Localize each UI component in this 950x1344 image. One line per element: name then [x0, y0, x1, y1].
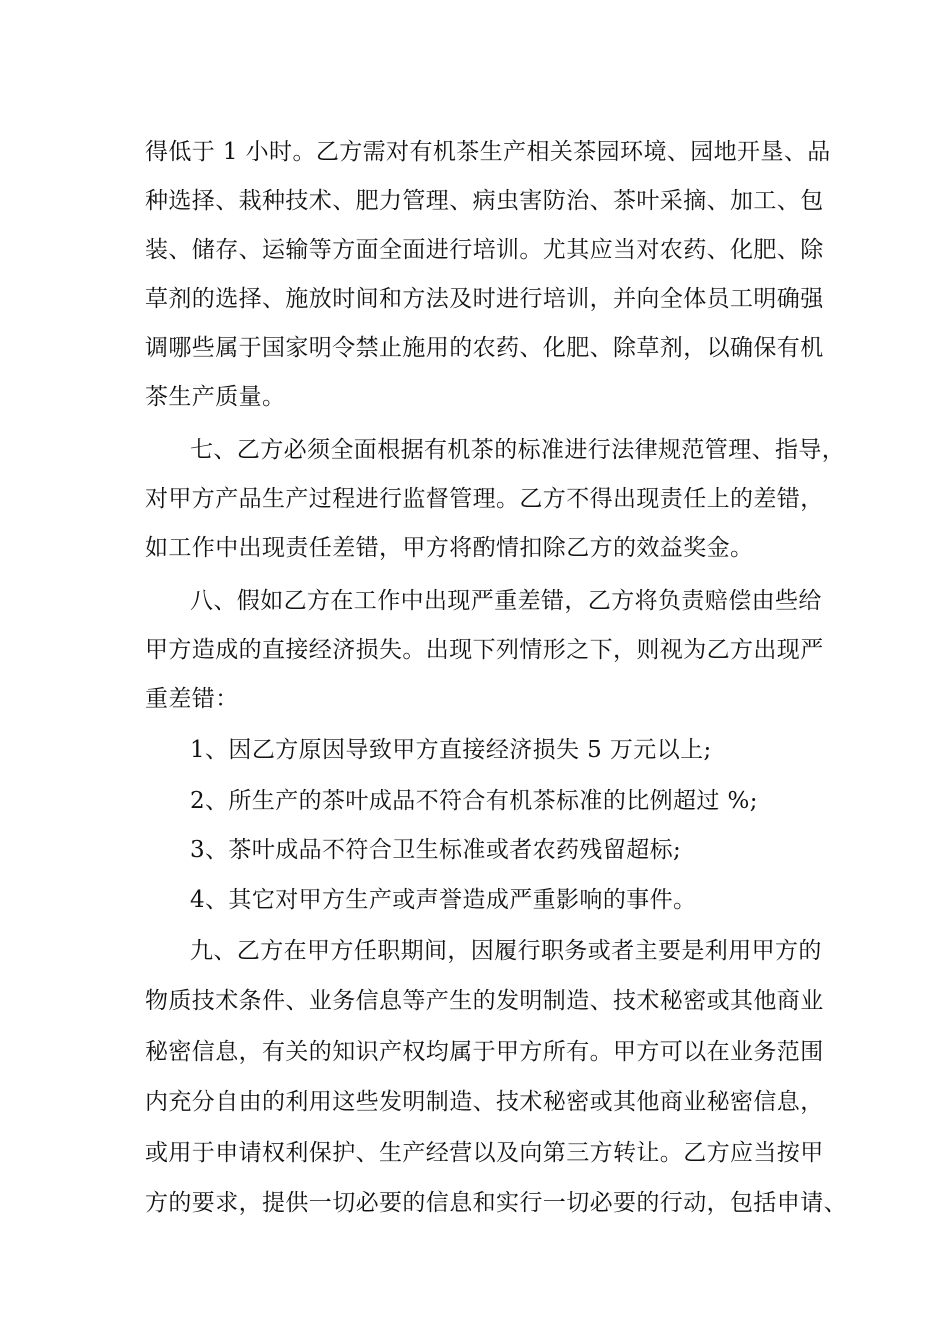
text-line: 如工作中出现责任差错，甲方将酌情扣除乙方的效益奖金。	[145, 535, 754, 561]
text-line: 内充分自由的利用这些发明制造、技术秘密或其他商业秘密信息，	[145, 1089, 824, 1115]
list-item-1: 1、因乙方原因导致甲方直接经济损失 5 万元以上;	[190, 737, 712, 763]
text-line: 草剂的选择、施放时间和方法及时进行培训，并向全体员工明确强	[145, 286, 824, 312]
text-line: 得低于 1 小时。乙方需对有机茶生产相关茶园环境、园地开垦、品	[145, 139, 831, 165]
clause-7-first-line: 七、乙方必须全面根据有机茶的标准进行法律规范管理、指导，	[190, 437, 846, 463]
list-item-3: 3、茶叶成品不符合卫生标准或者农药残留超标;	[190, 837, 682, 863]
clause-9-first-line: 九、乙方在甲方任职期间，因履行职务或者主要是利用甲方的	[190, 938, 822, 964]
text-line: 茶生产质量。	[145, 384, 286, 410]
text-line: 或用于申请权利保护、生产经营以及向第三方转让。乙方应当按甲	[145, 1140, 824, 1166]
list-item-4: 4、其它对甲方生产或声誉造成严重影响的事件。	[190, 887, 697, 913]
text-line: 重差错：	[145, 686, 239, 712]
text-line: 物质技术条件、业务信息等产生的发明制造、技术秘密或其他商业	[145, 988, 824, 1014]
list-item-2: 2、所生产的茶叶成品不符合有机茶标准的比例超过 %;	[190, 788, 758, 814]
text-line: 甲方造成的直接经济损失。出现下列情形之下，则视为乙方出现严	[145, 637, 824, 663]
text-line: 种选择、栽种技术、肥力管理、病虫害防治、茶叶采摘、加工、包	[145, 188, 824, 214]
text-line: 调哪些属于国家明令禁止施用的农药、化肥、除草剂，以确保有机	[145, 335, 824, 361]
text-line: 装、储存、运输等方面全面进行培训。尤其应当对农药、化肥、除	[145, 237, 824, 263]
clause-8-first-line: 八、假如乙方在工作中出现严重差错，乙方将负责赔偿由些给	[190, 588, 822, 614]
text-line: 方的要求，提供一切必要的信息和实行一切必要的行动，包括申请、	[145, 1190, 847, 1216]
text-line: 秘密信息，有关的知识产权均属于甲方所有。甲方可以在业务范围	[145, 1039, 824, 1065]
text-line: 对甲方产品生产过程进行监督管理。乙方不得出现责任上的差错，	[145, 486, 824, 512]
